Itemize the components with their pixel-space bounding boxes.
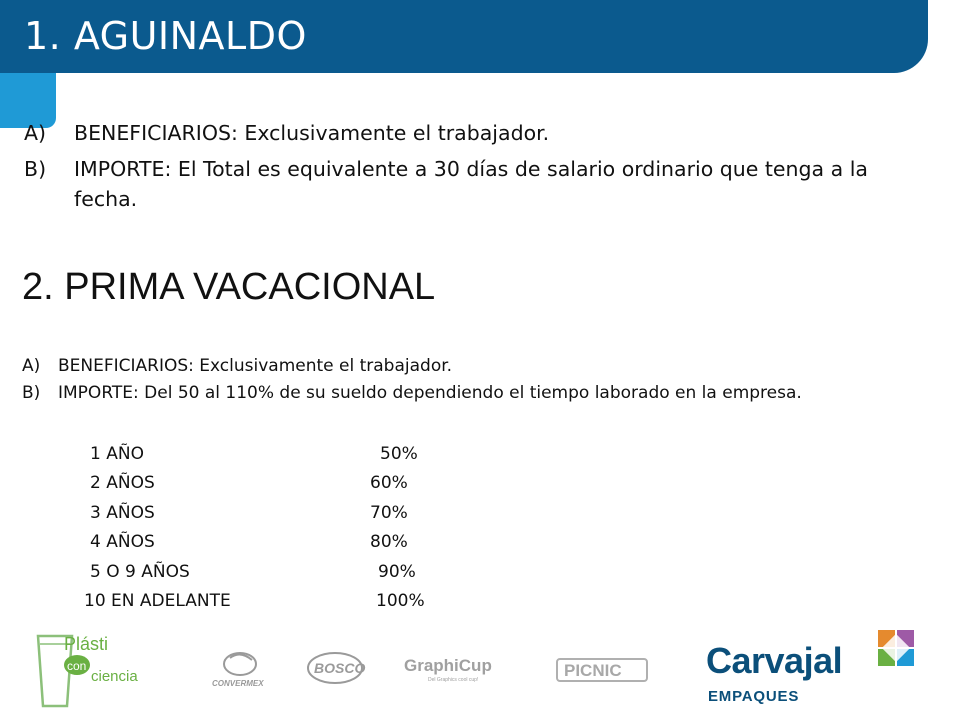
table-row	[84, 498, 425, 528]
section2-title: 2. PRIMA VACACIONAL	[22, 266, 436, 308]
table-row	[84, 557, 425, 587]
list-item	[24, 118, 934, 148]
table-row	[84, 587, 425, 617]
table-row	[84, 469, 425, 499]
carvajal-logo-subtext: EMPAQUES	[708, 688, 800, 705]
section1-title: 1. AGUINALDO	[24, 14, 307, 58]
picnic-text: PICNIC	[564, 661, 622, 680]
section2-list	[22, 353, 942, 407]
list-item-text: IMPORTE: El Total es equivalente a 30 días de salario ordinario que tenga a la fecha.	[74, 157, 868, 211]
years-cell: 3 AÑOS	[90, 502, 155, 523]
convermex-text: CONVERMEX	[212, 679, 264, 688]
years-cell: 1 AÑO	[90, 443, 144, 464]
percent-cell: 100%	[376, 591, 425, 612]
graphicup-logo	[402, 654, 520, 684]
graphicup-tagline: Del Graphics cool cup!	[428, 677, 479, 683]
list-marker: A)	[22, 356, 41, 376]
list-item	[24, 154, 934, 214]
years-cell: 5 O 9 AÑOS	[90, 561, 190, 582]
list-item-text: IMPORTE: Del 50 al 110% de su sueldo dependiendo el tiempo laborado en la empresa.	[58, 383, 802, 403]
list-marker: B)	[22, 383, 41, 403]
list-item-text: BENEFICIARIOS: Exclusivamente el trabajador.	[74, 121, 550, 145]
years-cell: 10 EN ADELANTE	[84, 591, 231, 612]
bosco-text: BOSCO	[314, 660, 366, 676]
vacation-premium-table	[84, 439, 425, 616]
years-cell: 4 AÑOS	[90, 532, 155, 553]
list-item-text: BENEFICIARIOS: Exclusivamente el trabajador.	[58, 356, 453, 376]
percent-cell: 50%	[380, 443, 418, 464]
ciencia-text: ciencia	[91, 668, 138, 685]
years-cell: 2 AÑOS	[90, 473, 155, 494]
table-row	[84, 439, 425, 469]
con-text: con	[67, 659, 87, 673]
table-row	[84, 528, 425, 558]
graphicup-text: GraphiCup	[404, 656, 492, 675]
percent-cell: 90%	[378, 561, 416, 582]
plasticonciencia-logo	[34, 630, 164, 710]
section1-list	[24, 118, 934, 220]
percent-cell: 70%	[370, 502, 408, 523]
list-marker: A)	[24, 121, 47, 145]
plasti-text: Plásti	[64, 634, 109, 654]
list-item	[22, 380, 942, 407]
percent-cell: 60%	[370, 473, 408, 494]
convermex-logo	[208, 648, 272, 692]
percent-cell: 80%	[370, 532, 408, 553]
carvajal-logo-icon	[876, 628, 916, 668]
bosco-logo	[304, 650, 366, 690]
carvajal-logo-text: Carvajal	[706, 640, 843, 681]
list-marker: B)	[24, 157, 47, 181]
picnic-logo	[556, 658, 648, 682]
list-item	[22, 353, 942, 380]
